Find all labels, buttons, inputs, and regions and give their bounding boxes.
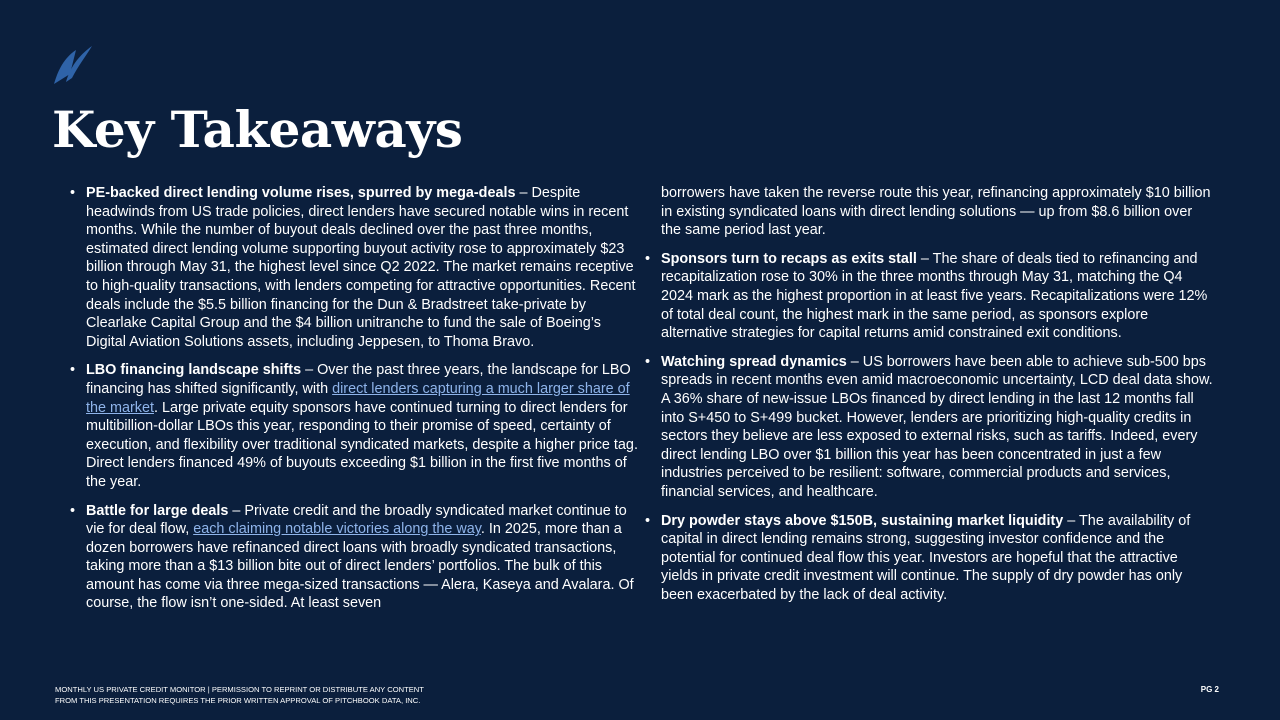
page-number: PG 2 <box>1200 685 1219 694</box>
takeaway-item <box>645 512 1215 605</box>
takeaway-item <box>645 353 1215 502</box>
bullet: • <box>70 185 76 201</box>
takeaway-lead: Battle for large deals <box>86 502 229 519</box>
takeaway-lead: Dry powder stays above $150B, sustaining market liquidity <box>661 512 1064 529</box>
footer-line: FROM THIS PRESENTATION REQUIRES THE PRIOR WRITTEN APPROVAL OF PITCHBOOK DATA, INC. <box>55 695 421 705</box>
bullet: • <box>70 502 76 519</box>
continuation-text: borrowers have taken the reverse route this year, refinancing approximately $10 billion in existing syndicated loans with direct lending solutions — up from $8.6 billion over the same period last year. <box>661 185 1211 239</box>
takeaway-item <box>70 502 638 614</box>
takeaway-item <box>645 250 1215 343</box>
takeaway-lead: PE-backed direct lending volume rises, spurred by mega-deals <box>86 185 516 201</box>
takeaway-lead: Sponsors turn to recaps as exits stall <box>661 250 917 267</box>
bullet: • <box>645 353 651 370</box>
takeaway-item <box>70 361 638 491</box>
takeaway-text: – The availability of capital in direct lending remains strong, suggesting investor confidence and the potential for continued deal flow this year. Investors are hopeful that the attractive yields in private credit investment will continue. The supply of dry powder has only been exacerbated by the lack of deal activity. <box>661 512 1191 603</box>
page-title: Key Takeaways <box>52 100 463 159</box>
pitchbook-logo-icon <box>52 44 94 86</box>
takeaway-text: – US borrowers have been able to achieve sub-500 bps spreads in recent months even amid macroeconomic uncertainty, LCD deal data show. A 36% share of new-issue LBOs financed by direct lending in the last 12 months fall into S+450 to S+499 bucket. However, lenders are prioritizing high-quality credits in sectors they believe are less exposed to external risks, such as tariffs. Indeed, every direct lending LBO over $1 billion this year has been concentrated in just a few industries perceived to be resilient: software, commercial products and services, financial services, and healthcare. <box>661 353 1213 500</box>
takeaway-text: – The share of deals tied to refinancing and recapitalization rose to 30% in the three months through May 31, matching the Q4 2024 mark as the highest proportion in at least five years. Recapitalizations were 12% of total deal count, the highest mark in the same period, as sponsors explore alternative strategies for capital returns amid constrained exit conditions. <box>661 250 1208 342</box>
takeaway-text: – Despite headwinds from US trade policies, direct lenders have secured notable wins in recent months. While the number of buyout deals declined over the past three months, estimated direct lending volume supporting buyout activity rose to approximately $23 billion through May 31, the highest level since Q2 2022. The market remains receptive to high-quality transactions, with lenders competing for attractive opportunities. Recent deals include the $5.5 billion financing for the Dun & Bradstreet take-private by Clearlake Capital Group and the $4 billion unitranche to fund the sale of Boeing’s Digital Aviation Solutions assets, including Jeppesen, to Thoma Bravo. <box>86 185 636 350</box>
takeaway-lead: Watching spread dynamics <box>661 353 847 370</box>
takeaway-item <box>70 184 638 351</box>
left-column <box>70 184 638 623</box>
bullet: • <box>70 362 76 379</box>
footer-line: MONTHLY US PRIVATE CREDIT MONITOR | PERMISSION TO REPRINT OR DISTRIBUTE ANY CONTENT <box>55 685 424 694</box>
takeaway-text: . Large private equity sponsors have continued turning to direct lenders for multibillion-dollar LBOs this year, responding to their promise of speed, certainty of execution, and flexibility over traditional syndicated markets, despite a higher price tag. Direct lenders financed 49% of buyouts exceeding $1 billion in the first five months of the year. <box>86 399 638 490</box>
takeaway-text: – Private credit and the broadly syndicated market continue to vie for deal flow, <box>86 502 627 538</box>
right-column <box>645 184 1215 614</box>
bullet: • <box>645 512 651 529</box>
market-share-link[interactable]: direct lenders capturing a much larger share of the market <box>86 380 630 416</box>
takeaway-text: . In 2025, more than a dozen borrowers have refinanced direct loans with broadly syndicated transactions, taking more than a $13 billion bite out of direct lenders’ portfolios. The bulk of this amount has come via three mega-sized transactions — Alera, Kaseya and Avalara. Of course, the flow isn’t one-sided. At least seven <box>86 521 634 612</box>
takeaway-text: – Over the past three years, the landscape for LBO financing has shifted significantly, with <box>86 362 631 397</box>
bullet: • <box>645 250 651 267</box>
victories-link[interactable]: each claiming notable victories along the way <box>193 521 481 538</box>
footer-disclaimer <box>55 685 655 706</box>
takeaway-lead: LBO financing landscape shifts <box>86 362 302 379</box>
